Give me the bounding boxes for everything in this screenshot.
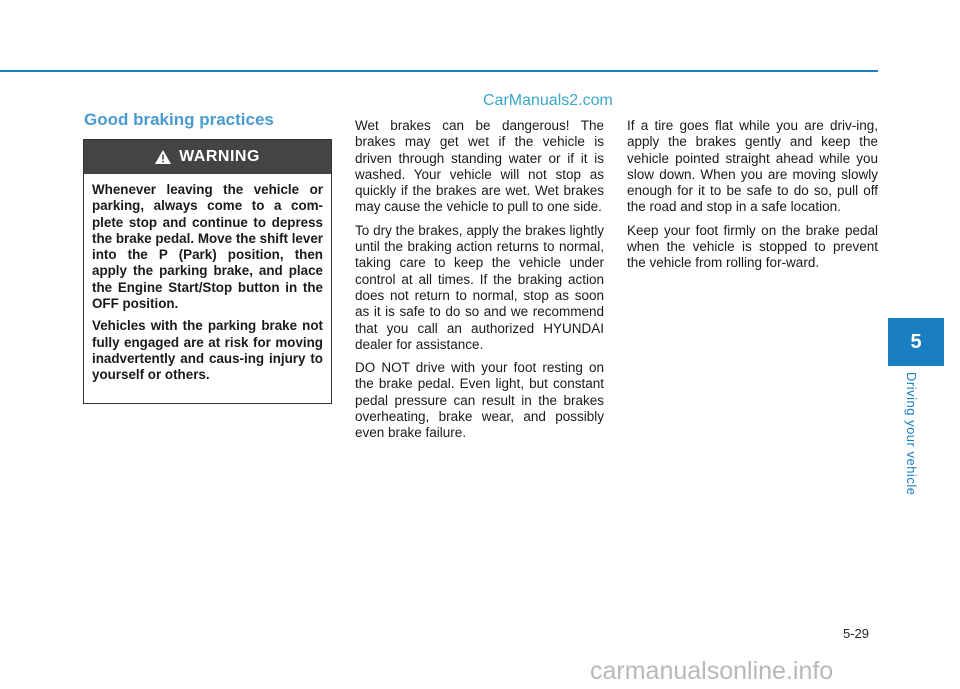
warning-label: WARNING <box>179 148 260 165</box>
chapter-tab <box>888 318 944 366</box>
chapter-title: Driving your vehicle <box>904 372 919 496</box>
warning-paragraph: Whenever leaving the vehicle or parking, always come to a com-plete stop and continue to depress the brake pedal. Move the shift lever into the P (Park) position, then apply the parking brake, and place the Engine Start/Stop button in the OFF position. <box>92 182 323 312</box>
body-paragraph: If a tire goes flat while you are driv-ing, apply the brakes gently and keep the vehicle pointed straight ahead while you slow down. When you are moving slowly enough for it to be safe to do so, pull off the road and stop in a safe location. <box>627 118 878 215</box>
warning-triangle-icon <box>155 150 171 164</box>
section-heading: Good braking practices <box>84 110 274 129</box>
watermark-top: CarManuals2.com <box>483 92 613 109</box>
body-paragraph: Wet brakes can be dangerous! The brakes may get wet if the vehicle is driven through standing water or if it is washed. Your vehicle will not stop as quickly if the brakes are wet. Wet brakes may cause the vehicle to pull to one side. <box>355 118 604 215</box>
body-paragraph: To dry the brakes, apply the brakes lightly until the braking action returns to normal, taking care to keep the vehicle under control at all times. If the braking action does not return to normal, stop as soon as it is safe to do so and we recommend that you call an authorized HYUNDAI dealer for assistance. <box>355 222 604 352</box>
header-rule <box>0 70 878 72</box>
body-paragraph: Keep your foot firmly on the brake pedal when the vehicle is stopped to prevent the vehicle from rolling for-ward. <box>627 222 878 271</box>
body-paragraph: DO NOT drive with your foot resting on the brake pedal. Even light, but constant pedal pressure can result in the brakes overheating, brake wear, and possibly even brake failure. <box>355 360 604 441</box>
chapter-number: 5 <box>910 330 922 353</box>
watermark-bottom: carmanualsonline.info <box>590 657 834 685</box>
warning-box <box>83 139 332 404</box>
body-column-2 <box>355 118 604 449</box>
warning-paragraph: Vehicles with the parking brake not fully engaged are at risk for moving inadvertently and caus-ing injury to yourself or others. <box>92 318 323 383</box>
page-number: 5-29 <box>843 626 870 641</box>
warning-body <box>84 174 331 384</box>
warning-header <box>84 140 331 174</box>
body-column-3 <box>627 118 878 279</box>
